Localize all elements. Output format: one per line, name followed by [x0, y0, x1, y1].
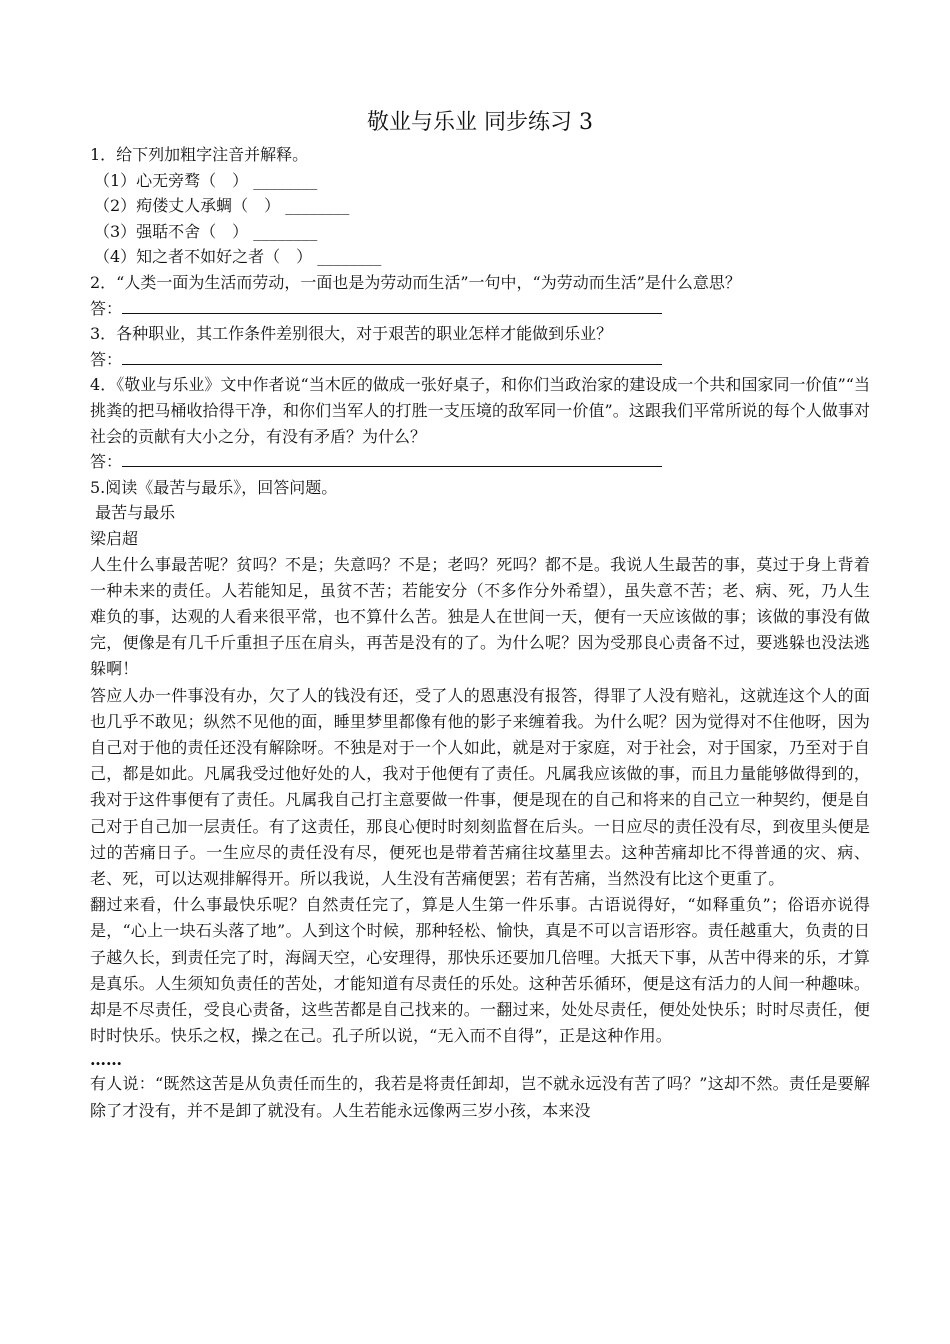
article-paragraph-2: 答应人办一件事没有办，欠了人的钱没有还，受了人的恩惠没有报答，得罪了人没有赔礼，这就连这个人的面也几乎不敢见；纵然不见他的面，睡里梦里都像有他的影子来缠着我。为什么呢？因为觉得对不住他呀，因为自己对于他的责任还没有解除呀。不独是对于一个人如此，就是对于家庭，对于社会，对于国家，乃至对于自己，都是如此。凡属我受过他好处的人，我对于他便有了责任。凡属我应该做的事，而且力量能够做得到的，我对于这件事便有了责任。凡属我自己打主意要做一件事，便是现在的自己和将来的自己立一种契约，便是自己对于自己加一层责任。有了这责任，那良心便时时刻刻监督在后头。一日应尽的责任没有尽，到夜里头便是过的苦痛日子。一生应尽的责任没有尽，便死也是带着苦痛往坟墓里去。这种苦痛却比不得普通的灾、病、老、死，可以达观排解得开。所以我说，人生没有苦痛便罢；若有苦痛，当然没有比这个更重了。 — [90, 685, 870, 888]
answer-blank: ________ — [317, 247, 382, 267]
article-title: 最苦与最乐 — [90, 503, 176, 523]
article-paragraph-1: 人生什么事最苦呢？贫吗？不是；失意吗？不是；老吗？死吗？都不是。我说人生最苦的事，莫过于身上背着一种未来的责任。人若能知足，虽贫不苦；若能安分（不多作分外希望），虽失意不苦；老、病、死，乃人生难负的事，达观的人看来很平常，也不算什么苦。独是人在世间一天，便有一天应该做的事；该做的事没有做完，便像是有几千斤重担子压在肩头，再苦是没有的了。为什么呢？因为受那良心责备不过，要逃躲也没法逃躲啊！ — [90, 554, 870, 679]
answer-blank: ________ — [253, 170, 318, 190]
question-1-item-1 — [90, 168, 870, 194]
answer-label: 答： — [90, 349, 123, 369]
question-1-item-4 — [90, 244, 870, 270]
question-1-item-2 — [90, 193, 870, 219]
article-author: 梁启超 — [90, 528, 139, 548]
question-3-answer — [90, 347, 870, 373]
ellipsis: …… — [90, 1050, 122, 1070]
question-2-answer — [90, 296, 870, 322]
item-label: （4）知之者不如好之者（ ） — [94, 247, 313, 267]
answer-line — [122, 297, 662, 314]
page-title: 敬业与乐业 同步练习 3 — [367, 110, 593, 135]
item-label: （1）心无旁骛（ ） — [94, 170, 249, 190]
article-paragraph-4: 有人说：“既然这苦是从负责任而生的，我若是将责任卸却，岂不就永远没有苦了吗？”这却不然。责任是要解除了才没有，并不是卸了就没有。人生若能永远像两三岁小孩，本来没 — [90, 1074, 870, 1120]
question-3-stem: 3．各种职业，其工作条件差别很大，对于艰苦的职业怎样才能做到乐业？ — [90, 324, 613, 344]
question-4-stem: 4．《敬业与乐业》文中作者说“当木匠的做成一张好桌子，和你们当政治家的建设成一个共和国家同一价值”“当挑粪的把马桶收拾得干净，和你们当军人的打胜一支压境的敌军同一价值”。这跟我们平常所说的每个人做事对社会的贡献有大小之分，有没有矛盾？为什么？ — [90, 375, 870, 446]
answer-line — [122, 348, 662, 365]
item-label: （2）痀偻丈人承蜩（ ） — [94, 196, 281, 216]
question-5-stem: 5.阅读《最苦与最乐》，回答问题。 — [90, 477, 338, 497]
question-1-stem: 1．给下列加粗字注音并解释。 — [90, 145, 309, 164]
answer-blank: ________ — [253, 221, 318, 241]
item-label: （3）强聒不舍（ ） — [94, 221, 249, 241]
question-4-answer — [90, 449, 870, 475]
document-page — [90, 108, 870, 1124]
answer-label: 答： — [90, 298, 123, 318]
question-2-stem: 2．“人类一面为生活而劳动，一面也是为劳动而生活”一句中，“为劳动而生活”是什么意思？ — [90, 272, 741, 292]
answer-line — [122, 450, 662, 467]
answer-label: 答： — [90, 452, 123, 472]
article-paragraph-3: 翻过来看，什么事最快乐呢？自然责任完了，算是人生第一件乐事。古语说得好，“如释重负”；俗语亦说得是，“心上一块石头落了地”。人到这个时候，那种轻松、愉快，真是不可以言语形容。责任越重大，负责的日子越久长，到责任完了时，海阔天空，心安理得，那快乐还要加几倍哩。大抵天下事，从苦中得来的乐，才算是真乐。人生须知负责任的苦处，才能知道有尽责任的乐处。这种苦乐循环，便是这有活力的人间一种趣味。却是不尽责任，受良心责备，这些苦都是自己找来的。一翻过来，处处尽责任，便处处快乐；时时尽责任，便时时快乐。快乐之权，操之在己。孔子所以说，“无入而不自得”，正是这种作用。 — [90, 895, 870, 1046]
question-1-item-3 — [90, 219, 870, 245]
answer-blank: ________ — [285, 196, 350, 216]
